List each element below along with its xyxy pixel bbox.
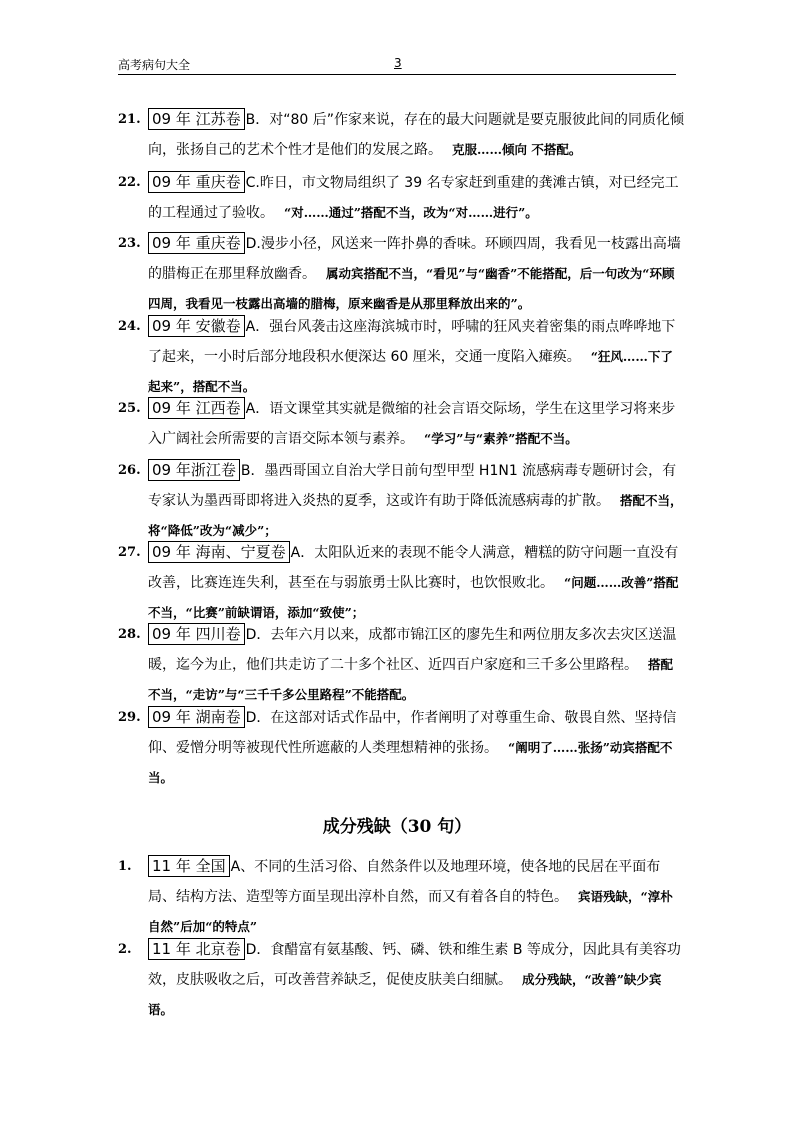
exam-tag: 09 年 四川卷 [148,623,245,645]
item-sentence: C.昨日，市文物局组织了 39 名专家赶到重建的龚滩古镇，对已经完工的工程通过了验收。 [148,175,679,221]
list-item [118,703,684,793]
item-sentence: D.漫步小径，风送来一阵扑鼻的香味。环顾四周，我看见一枝露出高墙的腊梅正在那里释放幽香。 [148,236,681,282]
list-item [118,229,684,319]
item-note: “狂风……下了起来”，搭配不当。 [148,349,673,394]
exam-tag: 09 年 江西卷 [148,397,245,419]
item-number: 28. [118,627,141,642]
item-sentence: A．语文课堂其实就是微缩的社会言语交际场，学生在这里学习将来步入广阔社会所需要的言语交际本领与素养。 [148,401,676,447]
exam-tag: 09 年 海南、宁夏卷 [148,541,290,563]
item-note: “问题……改善”搭配不当，“比赛”前缺谓语，添加“致使”； [148,575,679,620]
item-sentence: A、不同的生活习俗、自然条件以及地理环境，使各地的民居在平面布局、结构方法、造型等方面呈现出淳朴自然，而又有着各自的特色。 [148,859,661,905]
item-sentence: A．太阳队近来的表现不能令人满意，糟糕的防守问题一直没有改善，比赛连连失利，甚至在与弱旅勇士队比赛时，也饮恨败北。 [148,545,679,591]
exam-tag: 09 年 安徽卷 [148,315,245,337]
list-item [118,394,684,454]
item-number: 21. [118,112,141,127]
exam-tag: 11 年 北京卷 [148,938,245,960]
list-item [118,620,684,710]
item-number: 23. [118,236,141,251]
list-item [118,538,684,628]
item-number: 22. [118,175,141,190]
item-sentence: B．墨西哥国立自治大学日前句型甲型 H1N1 流感病毒专题研讨会，有专家认为墨西哥即将进入炎热的夏季，这或许有助于降低流感病毒的扩散。 [148,463,677,509]
list-item [118,935,684,1025]
exam-tag: 09 年 重庆卷 [148,171,245,193]
list-item [118,105,684,165]
item-number: 27. [118,545,141,560]
list-item [118,456,684,546]
section-title: 成分残缺（30 句） [322,817,472,837]
item-note: “学习”与“素养”搭配不当。 [424,431,578,446]
item-note: “对……通过”搭配不当，改为“对……进行”。 [284,205,538,220]
item-note: 宾语残缺，“淳朴自然”后加“的特点” [148,889,673,934]
item-note: 搭配不当，将“降低”改为“减少”； [148,493,683,538]
exam-tag: 09 年 重庆卷 [148,232,245,254]
item-sentence: B．对“80 后”作家来说，存在的最大问题就是要克服彼此间的同质化倾向，张扬自己的艺术个性才是他们的发展之路。 [148,112,684,158]
exam-tag: 11 年 全国 [148,855,230,877]
list-item [118,312,684,402]
exam-tag: 09 年浙江卷 [148,459,240,481]
page-number: 3 [394,56,402,70]
item-sentence: A．强台风袭击这座海滨城市时，呼啸的狂风夹着密集的雨点哗哗地下了起来，一小时后部分地段积水便深达 60 厘米，交通一度陷入瘫痪。 [148,319,676,365]
item-number: 25. [118,401,141,416]
item-number: 1. [118,859,132,874]
item-note: “阐明了……张扬”动宾搭配不当。 [148,740,673,785]
page-header [118,56,676,75]
item-sentence: D．去年六月以来，成都市锦江区的廖先生和两位朋友多次去灾区送温暖，迄今为止，他们共走访了二十多个社区、近四百户家庭和三千多公里路程。 [148,627,677,673]
exam-tag: 09 年 湖南卷 [148,706,245,728]
exam-tag: 09 年 江苏卷 [148,108,245,130]
item-sentence: D．在这部对话式作品中，作者阐明了对尊重生命、敬畏自然、坚持信仰、爱憎分明等被现代性所遮蔽的人类理想精神的张扬。 [148,710,677,756]
item-note: 克服……倾向 不搭配。 [452,142,582,157]
list-item [118,852,684,942]
item-note: 搭配不当，“走访”与“三千千多公里路程”不能搭配。 [148,657,674,702]
list-item [118,168,684,228]
item-note: 成分残缺，“改善”缺少宾语。 [148,972,662,1017]
document-title: 高考病句大全 [118,58,191,72]
item-number: 26. [118,463,141,478]
item-number: 29. [118,710,141,725]
item-number: 2. [118,942,132,957]
item-sentence: D．食醋富有氨基酸、钙、磷、铁和维生素 B 等成分，因此具有美容功效，皮肤吸收之后，可改善营养缺乏，促使皮肤美白细腻。 [148,942,681,988]
item-note: 属动宾搭配不当，“看见”与“幽香”不能搭配，后一句改为“环顾四周，我看见一枝露出高墙的腊梅，原来幽香是从那里释放出来的”。 [148,266,675,311]
item-number: 24. [118,319,141,334]
